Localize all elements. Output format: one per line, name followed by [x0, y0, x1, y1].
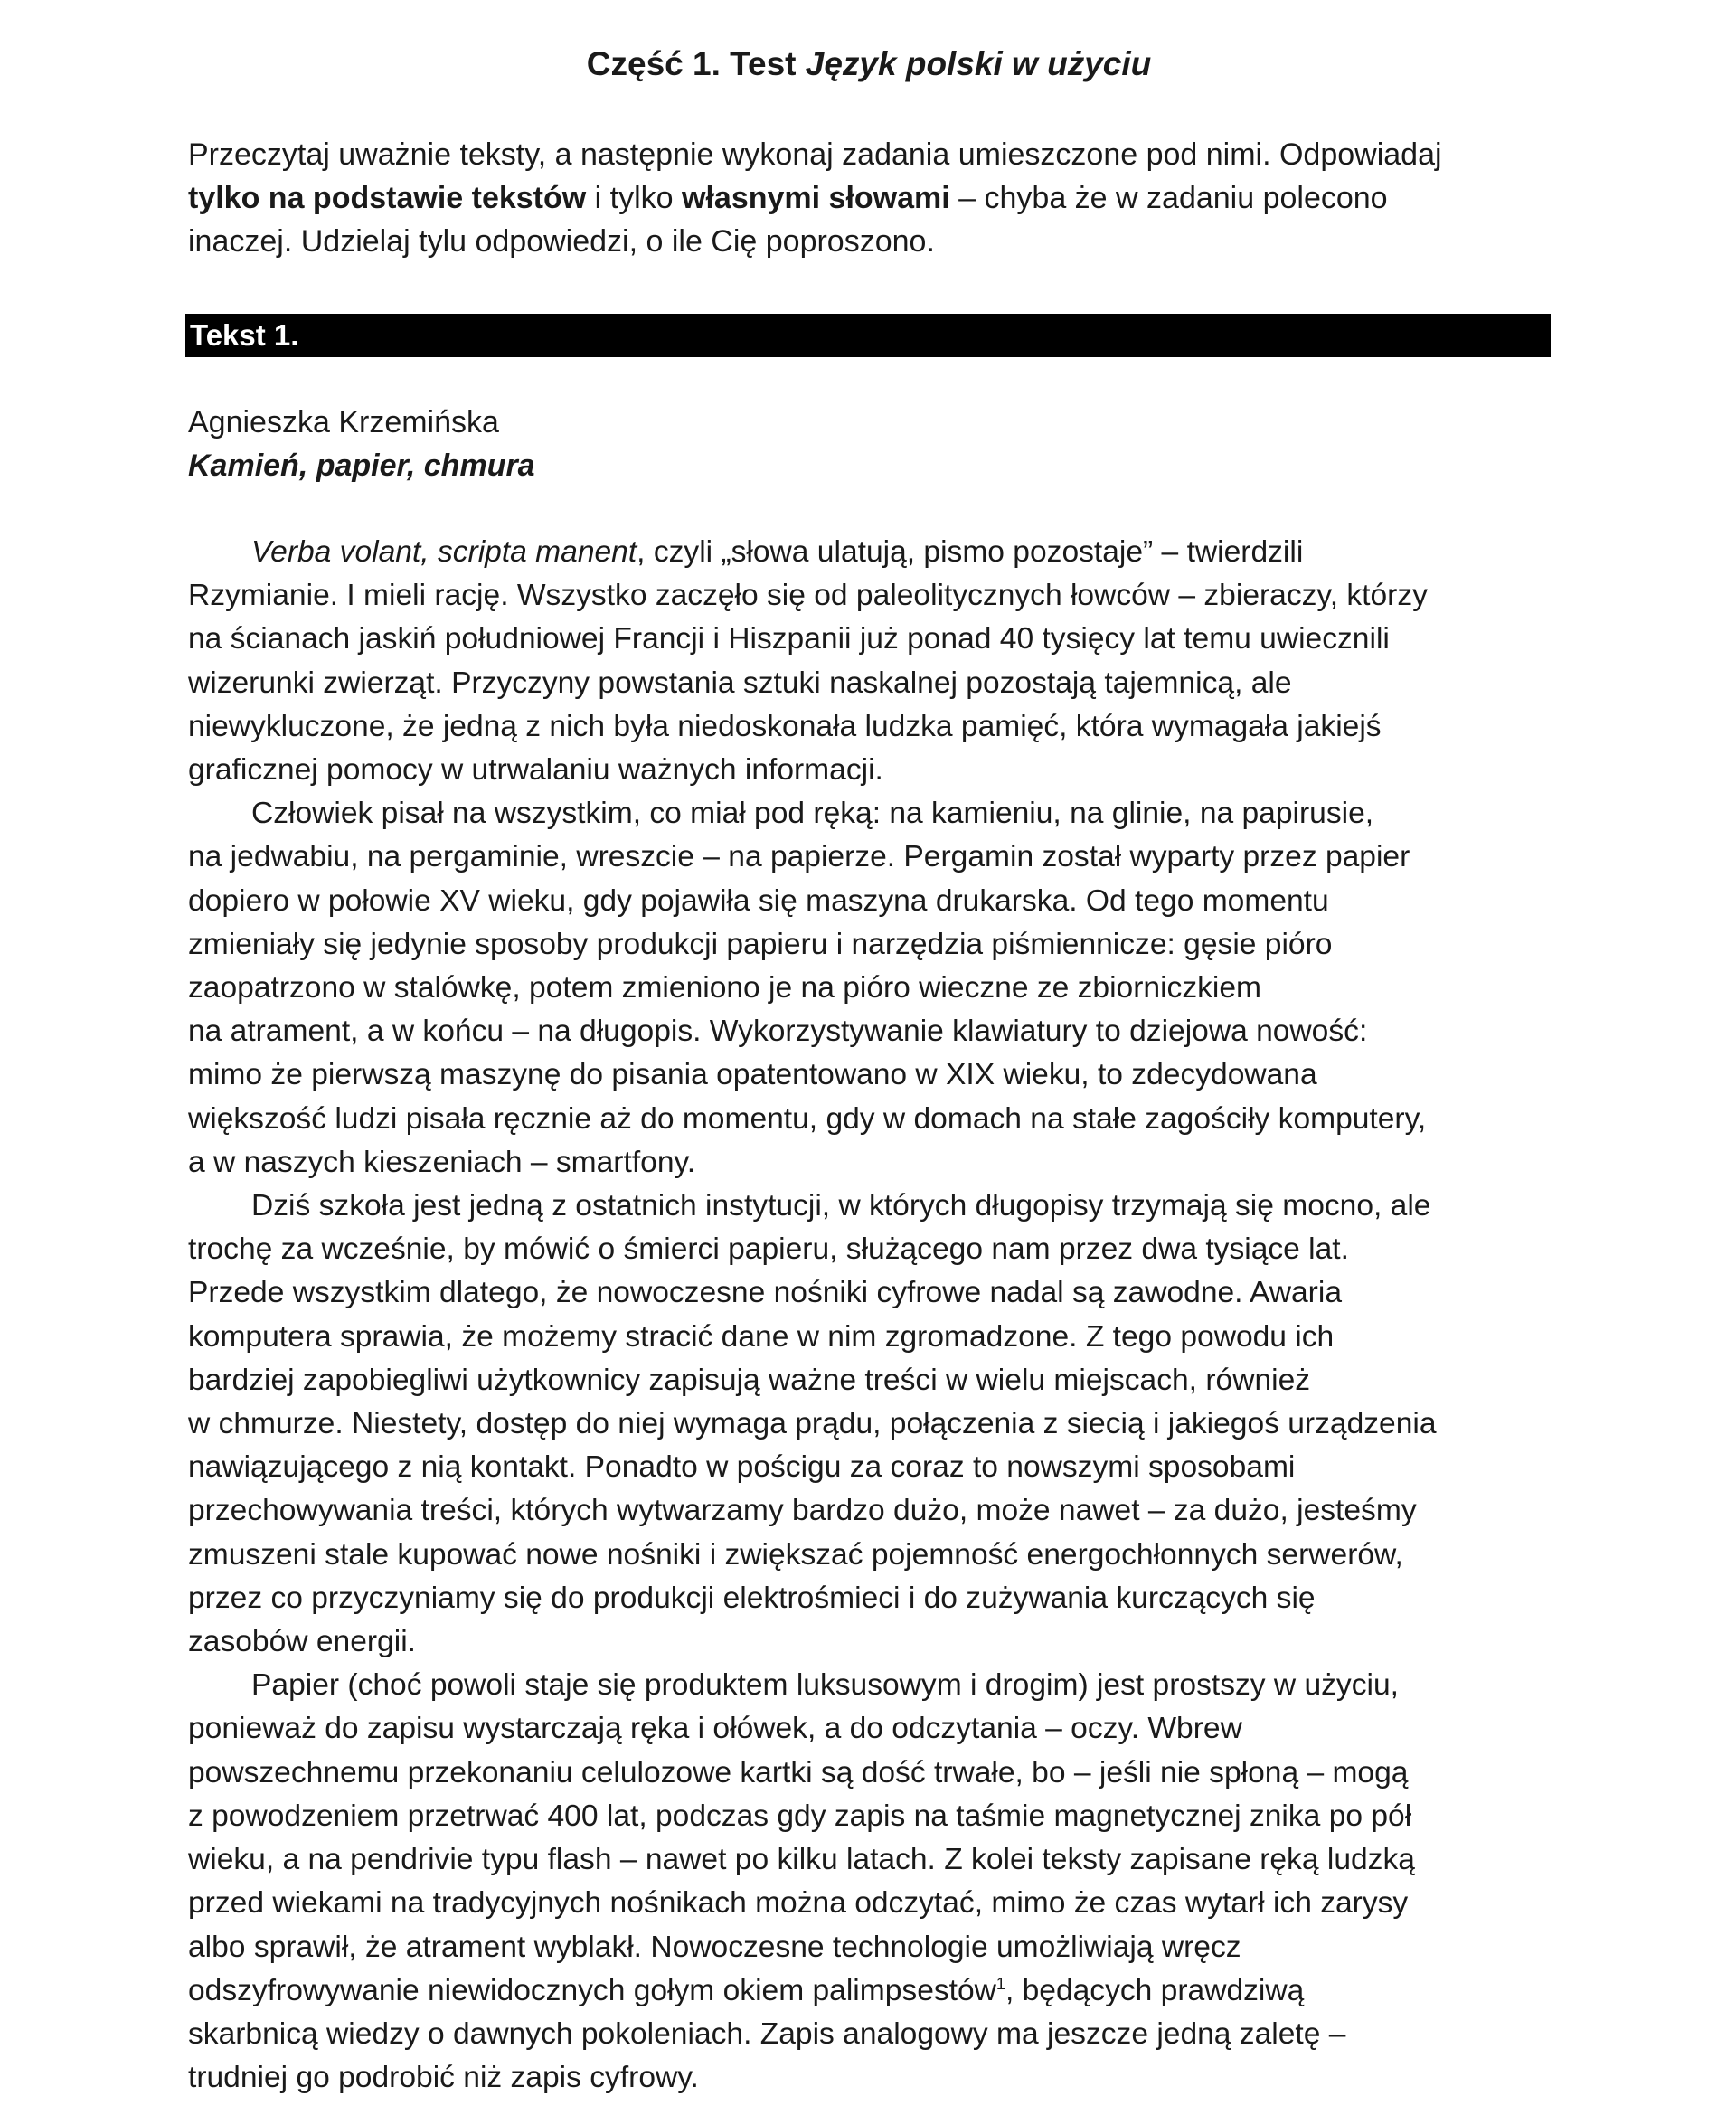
text-line: na atrament, a w końcu – na długopis. Wykorzystywanie klawiatury to dziejowa nowość:: [188, 1015, 1368, 1049]
instructions-text: i tylko: [586, 181, 683, 215]
text-line: a w naszych kieszeniach – smartfony.: [188, 1145, 696, 1179]
text-line: dopiero w połowie XV wieku, gdy pojawiła się maszyna drukarska. Od tego momentu: [188, 883, 1329, 918]
page-title: [188, 36, 1550, 86]
instructions-line: inaczej. Udzielaj tylu odpowiedzi, o ile Cię poproszono.: [188, 224, 935, 259]
text-line: graficznej pomocy w utrwalaniu ważnych informacji.: [188, 753, 883, 788]
text-line: nawiązującego z nią kontakt. Ponadto w pościgu za coraz to nowszymi sposobami: [188, 1450, 1296, 1485]
text-line: większość ludzi pisała ręcznie aż do momentu, gdy w domach na stałe zagościły komputery,: [188, 1101, 1427, 1136]
title-italic: Język polski w użyciu: [805, 45, 1152, 82]
section-label: Tekst 1.: [190, 318, 299, 352]
text-line: w chmurze. Niestety, dostęp do niej wymaga prądu, połączenia z siecią i jakiegoś urządzenia: [188, 1407, 1437, 1441]
latin-quote: Verba volant, scripta manent: [251, 535, 637, 569]
text-line: skarbnicą wiedzy o dawnych pokoleniach. Zapis analogowy ma jeszcze jedną zaletę –: [188, 2016, 1346, 2051]
text-line: trochę za wcześnie, by mówić o śmierci papieru, służącego nam przez dwa tysiące lat.: [188, 1232, 1349, 1267]
text-line: niewykluczone, że jedną z nich była niedoskonała ludzka pamięć, która wymagała jakiejś: [188, 709, 1382, 743]
text-line: Przede wszystkim dlatego, że nowoczesne nośniki cyfrowe nadal są zawodne. Awaria: [188, 1276, 1343, 1310]
text-line: wizerunki zwierząt. Przyczyny powstania sztuki naskalnej pozostają tajemnicą, ale: [188, 666, 1292, 700]
text-line: komputera sprawia, że możemy stracić dane w nim zgromadzone. Z tego powodu ich: [188, 1319, 1335, 1354]
text-line: przed wiekami na tradycyjnych nośnikach można odczytać, mimo że czas wytarł ich zarysy: [188, 1886, 1409, 1921]
text-line: zasobów energii.: [188, 1625, 416, 1659]
text-fragment: odszyfrowywanie niewidocznych gołym okiem palimpsestów: [188, 1973, 996, 2007]
text-line: [188, 531, 1550, 574]
instructions: [188, 133, 1550, 263]
article-title: Kamień, papier, chmura: [188, 448, 535, 483]
text-line: przechowywania treści, których wytwarzamy bardzo dużo, może nawet – za dużo, jesteśmy: [188, 1494, 1417, 1528]
paragraph-3: [188, 1185, 1550, 1664]
text-line: mimo że pierwszą maszynę do pisania opatentowano w XIX wieku, to zdecydowana: [188, 1058, 1317, 1092]
text-line: powszechnemu przekonaniu celulozowe kartki są dość trwałe, bo – jeśli nie spłoną – mogą: [188, 1755, 1409, 1789]
instructions-text: – chyba że w zadaniu polecono: [949, 181, 1388, 215]
text-line: zaopatrzono w stalówkę, potem zmieniono je na pióro wieczne ze zbiorniczkiem: [188, 971, 1262, 1006]
text-line: albo sprawił, że atrament wyblakł. Nowoczesne technologie umożliwiają wręcz: [188, 1930, 1241, 1964]
text-line: wieku, a na pendrivie typu flash – nawet po kilku latach. Z kolei teksty zapisane ręką ludzką: [188, 1843, 1415, 1877]
text-line: Rzymianie. I mieli rację. Wszystko zaczęło się od paleolitycznych łowców – zbieraczy, którzy: [188, 579, 1428, 613]
paragraph-4: [188, 1664, 1550, 2100]
title-prefix: Część 1. Test: [586, 45, 806, 82]
instructions-line: Przeczytaj uważnie teksty, a następnie wykonaj zadania umieszczone pod nimi. Odpowiadaj: [188, 137, 1442, 172]
text-line: zmuszeni stale kupować nowe nośniki i zwiększać pojemność energochłonnych serwerów,: [188, 1537, 1403, 1572]
instructions-line: [188, 176, 1550, 220]
document-page: [188, 36, 1550, 2100]
text-line: z powodzeniem przetrwać 400 lat, podczas gdy zapis na taśmie magnetycznej znika po pół: [188, 1799, 1412, 1833]
text-fragment: , będących prawdziwą: [1005, 1973, 1305, 2007]
text-line: ponieważ do zapisu wystarczają ręka i ołówek, a do odczytania – oczy. Wbrew: [188, 1712, 1242, 1746]
instructions-bold: własnymi słowami: [682, 181, 950, 215]
text-line: Dziś szkoła jest jedną z ostatnich instytucji, w których długopisy trzymają się mocno, ale: [251, 1189, 1431, 1223]
section-header-bar: [185, 314, 1551, 357]
text-fragment: , czyli „słowa ulatują, pismo pozostaje” – twierdzili: [637, 535, 1304, 569]
article-body: [188, 531, 1550, 2100]
text-line: [188, 1969, 1550, 2013]
text-line: na jedwabiu, na pergaminie, wreszcie – na papierze. Pergamin został wyparty przez papier: [188, 840, 1410, 874]
text-line: Papier (choć powoli staje się produktem luksusowym i drogim) jest prostszy w użyciu,: [251, 1668, 1399, 1703]
instructions-bold: tylko na podstawie tekstów: [188, 181, 587, 215]
text-line: trudniej go podrobić niż zapis cyfrowy.: [188, 2061, 699, 2095]
text-line: bardziej zapobiegliwi użytkownicy zapisują ważne treści w wielu miejscach, również: [188, 1363, 1311, 1397]
text-line: Człowiek pisał na wszystkim, co miał pod ręką: na kamieniu, na glinie, na papirusie,: [251, 797, 1374, 831]
paragraph-2: [188, 792, 1550, 1185]
footnote-marker: 1: [995, 1974, 1005, 1993]
text-line: przez co przyczyniamy się do produkcji elektrośmieci i do zużywania kurczących się: [188, 1581, 1316, 1615]
text-line: zmieniały się jedynie sposoby produkcji papieru i narzędzia piśmiennicze: gęsie pióro: [188, 927, 1333, 961]
paragraph-1: [188, 531, 1550, 792]
text-line: na ścianach jaskiń południowej Francji i Hiszpanii już ponad 40 tysięcy lat temu uwiecznili: [188, 622, 1390, 656]
article-author: Agnieszka Krzemińska: [188, 405, 499, 439]
